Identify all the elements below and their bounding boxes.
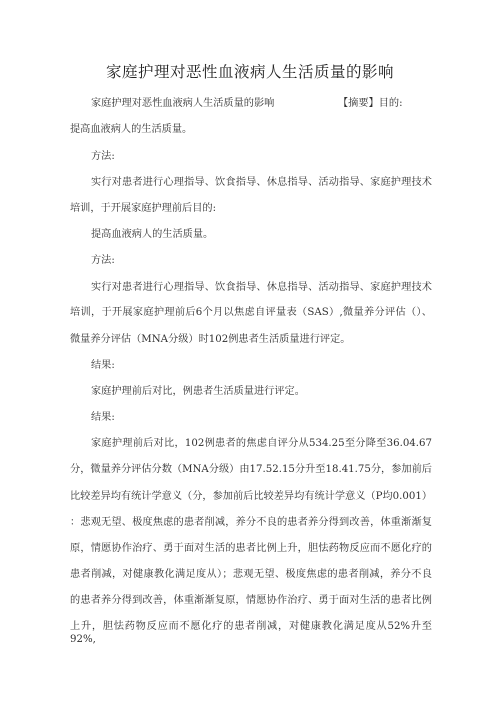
body-line: 方法: (91, 151, 115, 162)
body-line: 结果: (91, 412, 115, 423)
body-line: 培训，于开展家庭护理前后6个月以焦虑自评量表（SAS）,微量养分评估（）、 (70, 307, 432, 318)
body-line: 提高血液病人的生活质量。 (70, 124, 193, 135)
body-line: ：悲观无望、极度焦虑的患者削减，养分不良的患者养分得到改善，体重渐渐复 (70, 517, 432, 528)
body-line: 分，微量养分评估分数（MNA分级）由17.52.15分升至18.41.75分，参加前后 (70, 464, 432, 475)
body-line: 培训，于开展家庭护理前后目的: (70, 203, 217, 214)
header-line-right: 【摘要】目的: (338, 98, 403, 109)
body-line: 方法: (91, 255, 115, 266)
body-line: 比较差异均有统计学意义（分，参加前后比较差异均有统计学意义（P均0.001） (70, 491, 433, 502)
body-line: 家庭护理前后对比，102例患者的焦虑自评分从534.25至分降至36.04.67 (91, 438, 432, 449)
document-title: 家庭护理对恶性血液病人生活质量的影响 (105, 63, 394, 81)
body-line: 原，情愿协作治疗、勇于面对生活的患者比例上升，胆怯药物反应而不愿化疗的 (70, 543, 432, 554)
header-line-left: 家庭护理对恶性血液病人生活质量的影响 (91, 98, 275, 109)
body-line: 患者削减，对健康教化满足度从）；悲观无望、极度焦虑的患者削减，养分不良 (70, 569, 432, 580)
body-line: 结果: (91, 360, 115, 371)
body-line: 实行对患者进行心理指导、饮食指导、休息指导、活动指导、家庭护理技术 (91, 282, 432, 293)
body-line: 家庭护理前后对比，例患者生活质量进行评定。 (91, 386, 305, 397)
body-line: 上升，胆怯药物反应而不愿化疗的患者削减，对健康教化满足度从52%升至92%, (70, 621, 432, 645)
body-line: 的患者养分得到改善，体重渐渐复原，情愿协作治疗、勇于面对生活的患者比例 (70, 595, 432, 606)
body-line: 提高血液病人的生活质量。 (91, 229, 214, 240)
body-line: 微量养分评估（MNA分级）时102例患者生活质量进行评定。 (70, 334, 351, 345)
body-line: 实行对患者进行心理指导、饮食指导、休息指导、活动指导、家庭护理技术 (91, 177, 432, 188)
